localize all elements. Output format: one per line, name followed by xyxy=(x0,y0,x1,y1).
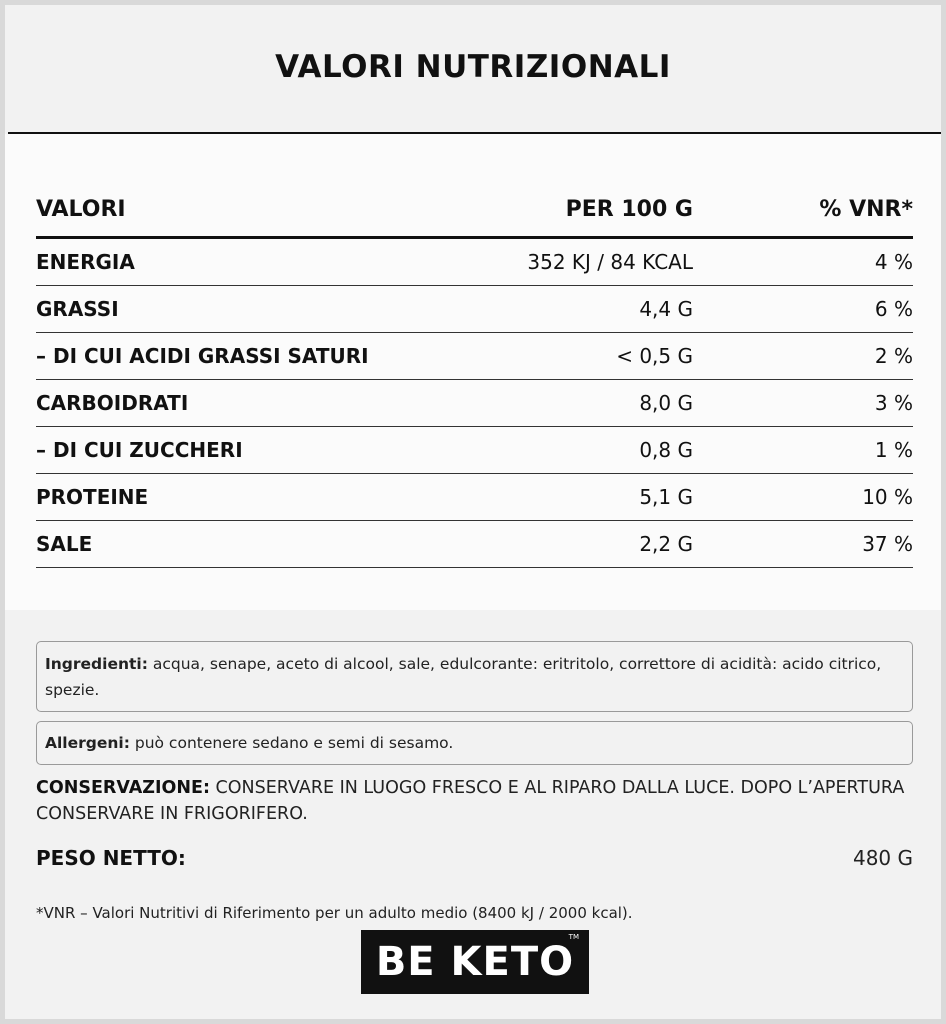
ingredients-text: acqua, senape, aceto di alcool, sale, edulcorante: eritritolo, correttore di acidità: acido citrico, spezie. xyxy=(45,655,882,699)
row-name: CARBOIDRATI xyxy=(36,391,189,415)
table-row xyxy=(36,333,913,380)
row-vnr: 37 % xyxy=(862,532,913,556)
net-weight-row xyxy=(36,843,913,873)
row-per-100g: 4,4 G xyxy=(639,297,693,321)
nutrition-table-area xyxy=(5,134,941,610)
row-vnr: 3 % xyxy=(874,391,913,415)
table-header xyxy=(36,182,913,239)
net-weight-label: PESO NETTO: xyxy=(36,846,186,870)
allergens-box xyxy=(36,721,913,765)
conservation-label: CONSERVAZIONE: xyxy=(36,778,210,798)
header-valori: VALORI xyxy=(36,196,126,222)
ingredients-box xyxy=(36,641,913,712)
net-weight-value: 480 G xyxy=(852,846,913,870)
nutrition-card xyxy=(5,5,941,1019)
table-row xyxy=(36,427,913,474)
logo-trademark: TM xyxy=(568,933,579,941)
logo-text: BE KETO xyxy=(375,939,575,985)
row-name: ENERGIA xyxy=(36,250,135,274)
row-name: PROTEINE xyxy=(36,485,149,509)
nutrition-table xyxy=(36,182,913,568)
header-per-100g: PER 100 G xyxy=(565,196,693,222)
vnr-footnote: *VNR – Valori Nutritivi di Riferimento per un adulto medio (8400 kJ / 2000 kcal). xyxy=(36,904,633,922)
row-name: – DI CUI ACIDI GRASSI SATURI xyxy=(36,344,369,368)
row-name: SALE xyxy=(36,532,93,556)
row-per-100g: 8,0 G xyxy=(639,391,693,415)
table-row xyxy=(36,521,913,568)
table-row xyxy=(36,239,913,286)
conservation-text: CONSERVARE IN LUOGO FRESCO E AL RIPARO DALLA LUCE. DOPO L’APERTURA CONSERVARE IN FRIGORIFERO. xyxy=(36,778,905,824)
row-name: – DI CUI ZUCCHERI xyxy=(36,438,243,462)
allergens-text: può contenere sedano e semi di sesamo. xyxy=(129,734,454,752)
row-vnr: 1 % xyxy=(874,438,913,462)
table-row xyxy=(36,380,913,427)
row-per-100g: 5,1 G xyxy=(639,485,693,509)
row-per-100g: 2,2 G xyxy=(639,532,693,556)
row-vnr: 4 % xyxy=(874,250,913,274)
row-vnr: 6 % xyxy=(874,297,913,321)
conservation-text-block xyxy=(36,775,916,827)
page-title: VALORI NUTRIZIONALI xyxy=(275,49,671,85)
row-name: GRASSI xyxy=(36,297,119,321)
row-per-100g: 0,8 G xyxy=(639,438,693,462)
ingredients-label: Ingredienti: xyxy=(45,655,148,673)
row-vnr: 10 % xyxy=(862,485,913,509)
allergens-label: Allergeni: xyxy=(45,734,130,752)
row-per-100g: < 0,5 G xyxy=(616,344,693,368)
be-keto-logo xyxy=(361,930,589,994)
table-row xyxy=(36,474,913,521)
header-vnr: % VNR* xyxy=(819,196,913,222)
row-vnr: 2 % xyxy=(874,344,913,368)
table-row xyxy=(36,286,913,333)
row-per-100g: 352 KJ / 84 KCAL xyxy=(527,250,693,274)
